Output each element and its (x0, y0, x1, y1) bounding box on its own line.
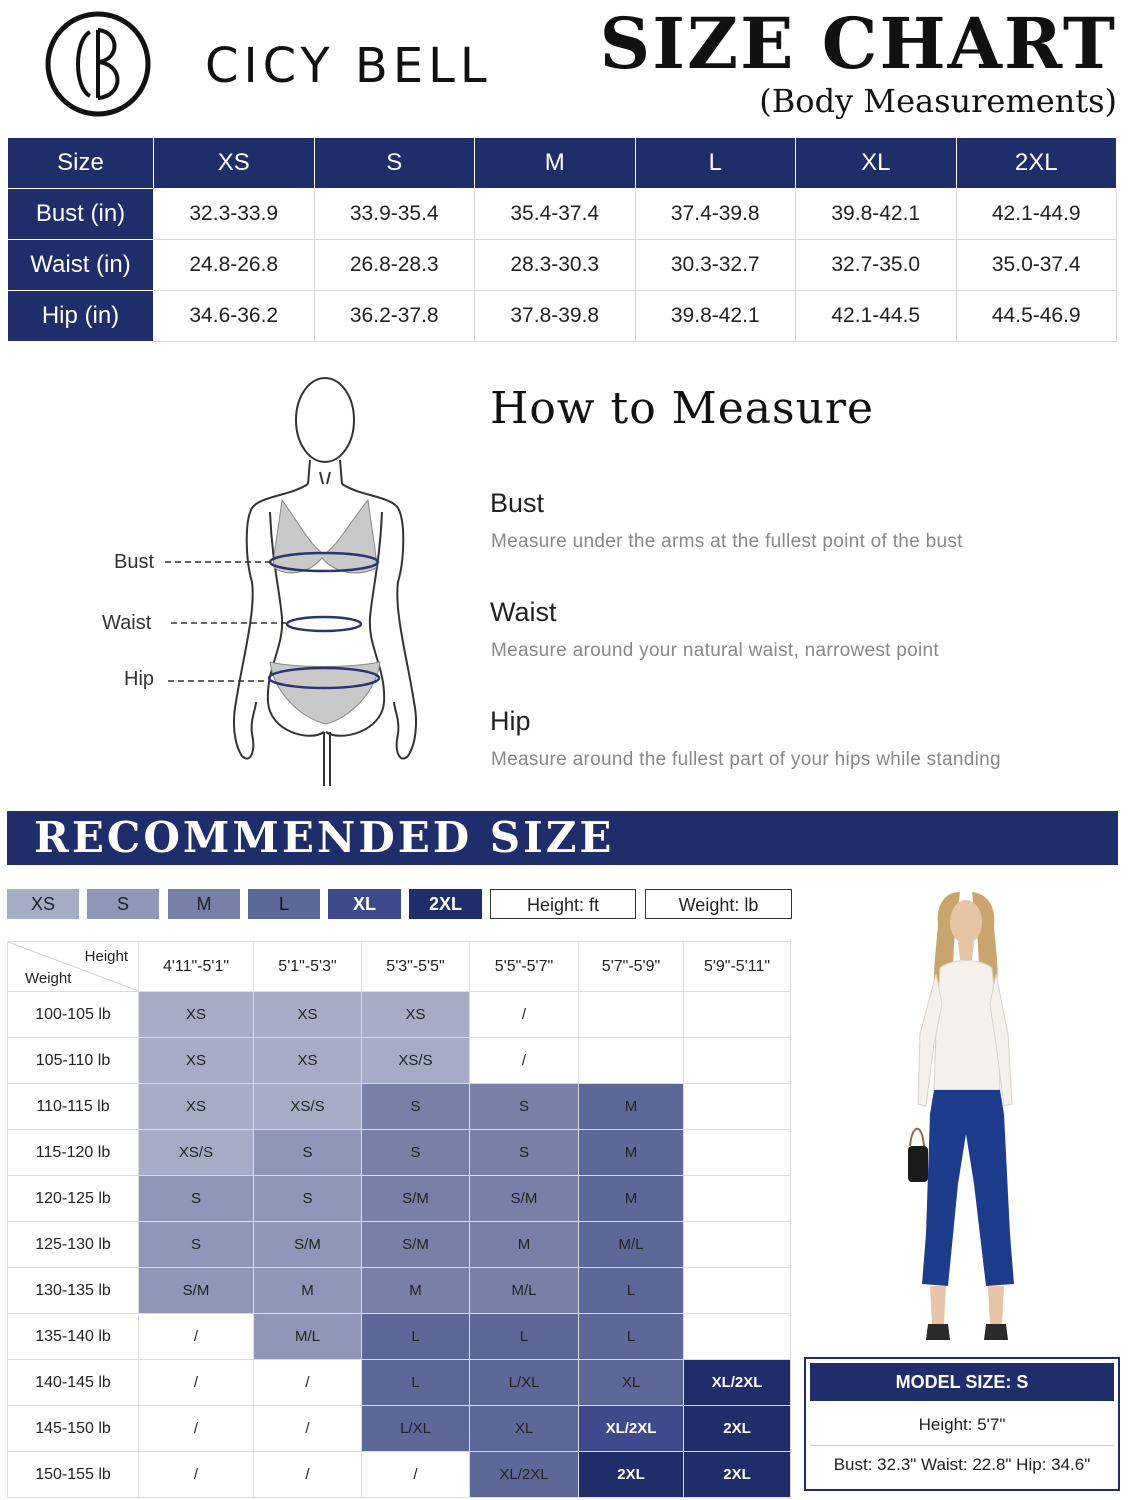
size-cell: S (254, 1176, 362, 1222)
size-cell: M (254, 1268, 362, 1314)
size-cell (684, 1222, 791, 1268)
header-cell: M (475, 138, 636, 189)
size-cell: S (139, 1222, 254, 1268)
header-cell: 2XL (956, 138, 1117, 189)
corner-height-label: Height (84, 948, 128, 965)
size-cell: XS/S (254, 1084, 362, 1130)
size-cell: M/L (470, 1268, 579, 1314)
table-cell: 24.8-26.8 (154, 240, 315, 291)
size-measurements-table (7, 137, 1117, 342)
size-cell: 2XL (684, 1452, 791, 1498)
legend-xs: XS (7, 889, 79, 919)
hip-heading: Hip (490, 706, 531, 736)
table-cell: 26.8-28.3 (314, 240, 475, 291)
measurements-header-row (8, 138, 1117, 189)
legend-xl: XL (328, 889, 401, 919)
legend-height-unit: Height: ft (490, 889, 636, 919)
legend-l: L (248, 889, 320, 919)
size-cell: S (470, 1084, 579, 1130)
size-cell (684, 1084, 791, 1130)
table-cell: 28.3-30.3 (475, 240, 636, 291)
table-row (8, 291, 1117, 342)
size-cell: S/M (139, 1268, 254, 1314)
model-measurements: Bust: 32.3" Waist: 22.8" Hip: 34.6" (833, 1455, 1091, 1474)
table-cell: 34.6-36.2 (154, 291, 315, 342)
size-cell (579, 992, 684, 1038)
table-cell: 37.4-39.8 (635, 189, 796, 240)
size-cell: S/M (362, 1222, 470, 1268)
figure-label-bust: Bust (114, 551, 155, 573)
size-cell: / (139, 1452, 254, 1498)
figure-label-waist: Waist (102, 612, 152, 634)
size-cell: S (139, 1176, 254, 1222)
model-photo (900, 884, 1030, 1346)
size-cell: / (362, 1452, 470, 1498)
header-cell: XS (154, 138, 315, 189)
table-cell: 32.3-33.9 (154, 189, 315, 240)
size-cell: / (470, 992, 579, 1038)
size-cell: L (579, 1268, 684, 1314)
size-cell: L (362, 1314, 470, 1360)
size-cell: S (470, 1130, 579, 1176)
size-cell: XS (139, 1084, 254, 1130)
size-cell (579, 1038, 684, 1084)
model-size-card (804, 1357, 1120, 1491)
table-row (8, 1130, 791, 1176)
size-cell: 2XL (684, 1406, 791, 1452)
table-row (8, 1222, 791, 1268)
table-cell: 30.3-32.7 (635, 240, 796, 291)
size-cell: M/L (579, 1222, 684, 1268)
table-cell: 32.7-35.0 (796, 240, 957, 291)
table-cell: 37.8-39.8 (475, 291, 636, 342)
table-row (8, 1406, 791, 1452)
size-cell: XL/2XL (470, 1452, 579, 1498)
size-cell: M (579, 1176, 684, 1222)
weight-label: 100-105 lb (8, 992, 139, 1038)
size-cell: XL/2XL (579, 1406, 684, 1452)
corner-weight-label: Weight (25, 970, 72, 987)
size-cell (684, 1268, 791, 1314)
table-cell: 39.8-42.1 (635, 291, 796, 342)
table-cell: 42.1-44.5 (796, 291, 957, 342)
table-cell: 35.0-37.4 (956, 240, 1117, 291)
row-label-bust: Bust (in) (8, 189, 154, 240)
height-header: 5'1"-5'3" (254, 942, 362, 992)
height-header: 5'3"-5'5" (362, 942, 470, 992)
size-cell: XL/2XL (684, 1360, 791, 1406)
brand-name: CICY BELL (205, 38, 492, 94)
size-cell: / (139, 1406, 254, 1452)
legend-weight-unit: Weight: lb (645, 889, 792, 919)
height-header-row (8, 942, 791, 992)
table-row (8, 992, 791, 1038)
height-header: 5'5"-5'7" (470, 942, 579, 992)
table-cell: 42.1-44.9 (956, 189, 1117, 240)
size-cell: XS (254, 1038, 362, 1084)
size-cell: / (254, 1360, 362, 1406)
weight-label: 125-130 lb (8, 1222, 139, 1268)
size-cell: S (254, 1130, 362, 1176)
size-cell (684, 1038, 791, 1084)
size-cell: M (579, 1130, 684, 1176)
recommended-size-table (7, 941, 791, 1498)
weight-label: 140-145 lb (8, 1360, 139, 1406)
size-cell: / (470, 1038, 579, 1084)
weight-label: 135-140 lb (8, 1314, 139, 1360)
table-row (8, 1268, 791, 1314)
size-cell: / (139, 1360, 254, 1406)
legend-2xl: 2XL (409, 889, 482, 919)
weight-label: 105-110 lb (8, 1038, 139, 1084)
size-cell: L (470, 1314, 579, 1360)
header-cell: L (635, 138, 796, 189)
size-cell: M/L (254, 1314, 362, 1360)
size-cell: / (254, 1452, 362, 1498)
model-height: Height: 5'7" (918, 1415, 1006, 1434)
size-cell: S/M (470, 1176, 579, 1222)
row-label-waist: Waist (in) (8, 240, 154, 291)
size-cell: XS (139, 992, 254, 1038)
weight-label: 110-115 lb (8, 1084, 139, 1130)
size-cell: M (470, 1222, 579, 1268)
waist-heading: Waist (490, 597, 557, 627)
table-row (8, 1084, 791, 1130)
model-size-title: MODEL SIZE: S (810, 1363, 1114, 1401)
size-cell: XS (139, 1038, 254, 1084)
figure-leader-lines (160, 550, 290, 690)
table-row (8, 1452, 791, 1498)
size-cell: L/XL (362, 1406, 470, 1452)
table-cell: 35.4-37.4 (475, 189, 636, 240)
size-cell: M (579, 1084, 684, 1130)
size-cell: XS/S (362, 1038, 470, 1084)
height-header: 5'7"-5'9" (579, 942, 684, 992)
page-title: SIZE CHART (599, 2, 1117, 85)
table-row (8, 1176, 791, 1222)
table-row (8, 1038, 791, 1084)
hip-description: Measure around the fullest part of your hips while standing (491, 749, 1001, 770)
weight-label: 150-155 lb (8, 1452, 139, 1498)
legend-m: M (168, 889, 240, 919)
size-cell (684, 1130, 791, 1176)
weight-label: 120-125 lb (8, 1176, 139, 1222)
legend-s: S (87, 889, 159, 919)
table-row (8, 189, 1117, 240)
size-cell: L (579, 1314, 684, 1360)
figure-label-hip: Hip (124, 668, 155, 690)
row-label-hip: Hip (in) (8, 291, 154, 342)
table-row (8, 1360, 791, 1406)
size-cell (684, 1176, 791, 1222)
weight-label: 115-120 lb (8, 1130, 139, 1176)
size-cell: XL (470, 1406, 579, 1452)
size-cell (684, 992, 791, 1038)
size-cell: S/M (362, 1176, 470, 1222)
size-cell: M (362, 1268, 470, 1314)
recommended-title: RECOMMENDED SIZE (34, 813, 615, 862)
table-row (8, 240, 1117, 291)
table-cell: 44.5-46.9 (956, 291, 1117, 342)
page-subtitle: (Body Measurements) (759, 82, 1117, 120)
height-header: 5'9"-5'11" (684, 942, 791, 992)
table-cell: 36.2-37.8 (314, 291, 475, 342)
table-cell: 33.9-35.4 (314, 189, 475, 240)
header-cell: S (314, 138, 475, 189)
size-cell: / (139, 1314, 254, 1360)
height-header: 4'11"-5'1" (139, 942, 254, 992)
corner-cell (8, 942, 139, 992)
bust-heading: Bust (490, 488, 545, 518)
how-to-measure-title: How to Measure (490, 383, 874, 434)
brand-logo-icon (44, 10, 152, 118)
size-cell: L/XL (470, 1360, 579, 1406)
table-cell: 39.8-42.1 (796, 189, 957, 240)
weight-label: 145-150 lb (8, 1406, 139, 1452)
size-cell: / (254, 1406, 362, 1452)
size-cell: S/M (254, 1222, 362, 1268)
size-cell: XS (362, 992, 470, 1038)
header-cell: Size (8, 138, 154, 189)
header-cell: XL (796, 138, 957, 189)
size-cell: S (362, 1130, 470, 1176)
model-card-divider (810, 1445, 1114, 1446)
size-cell: L (362, 1360, 470, 1406)
size-cell: XS (254, 992, 362, 1038)
size-cell: XL (579, 1360, 684, 1406)
size-cell: 2XL (579, 1452, 684, 1498)
size-cell: XS/S (139, 1130, 254, 1176)
weight-label: 130-135 lb (8, 1268, 139, 1314)
bust-description: Measure under the arms at the fullest point of the bust (491, 531, 963, 552)
waist-description: Measure around your natural waist, narrowest point (491, 640, 940, 661)
size-cell: S (362, 1084, 470, 1130)
size-cell (684, 1314, 791, 1360)
table-row (8, 1314, 791, 1360)
